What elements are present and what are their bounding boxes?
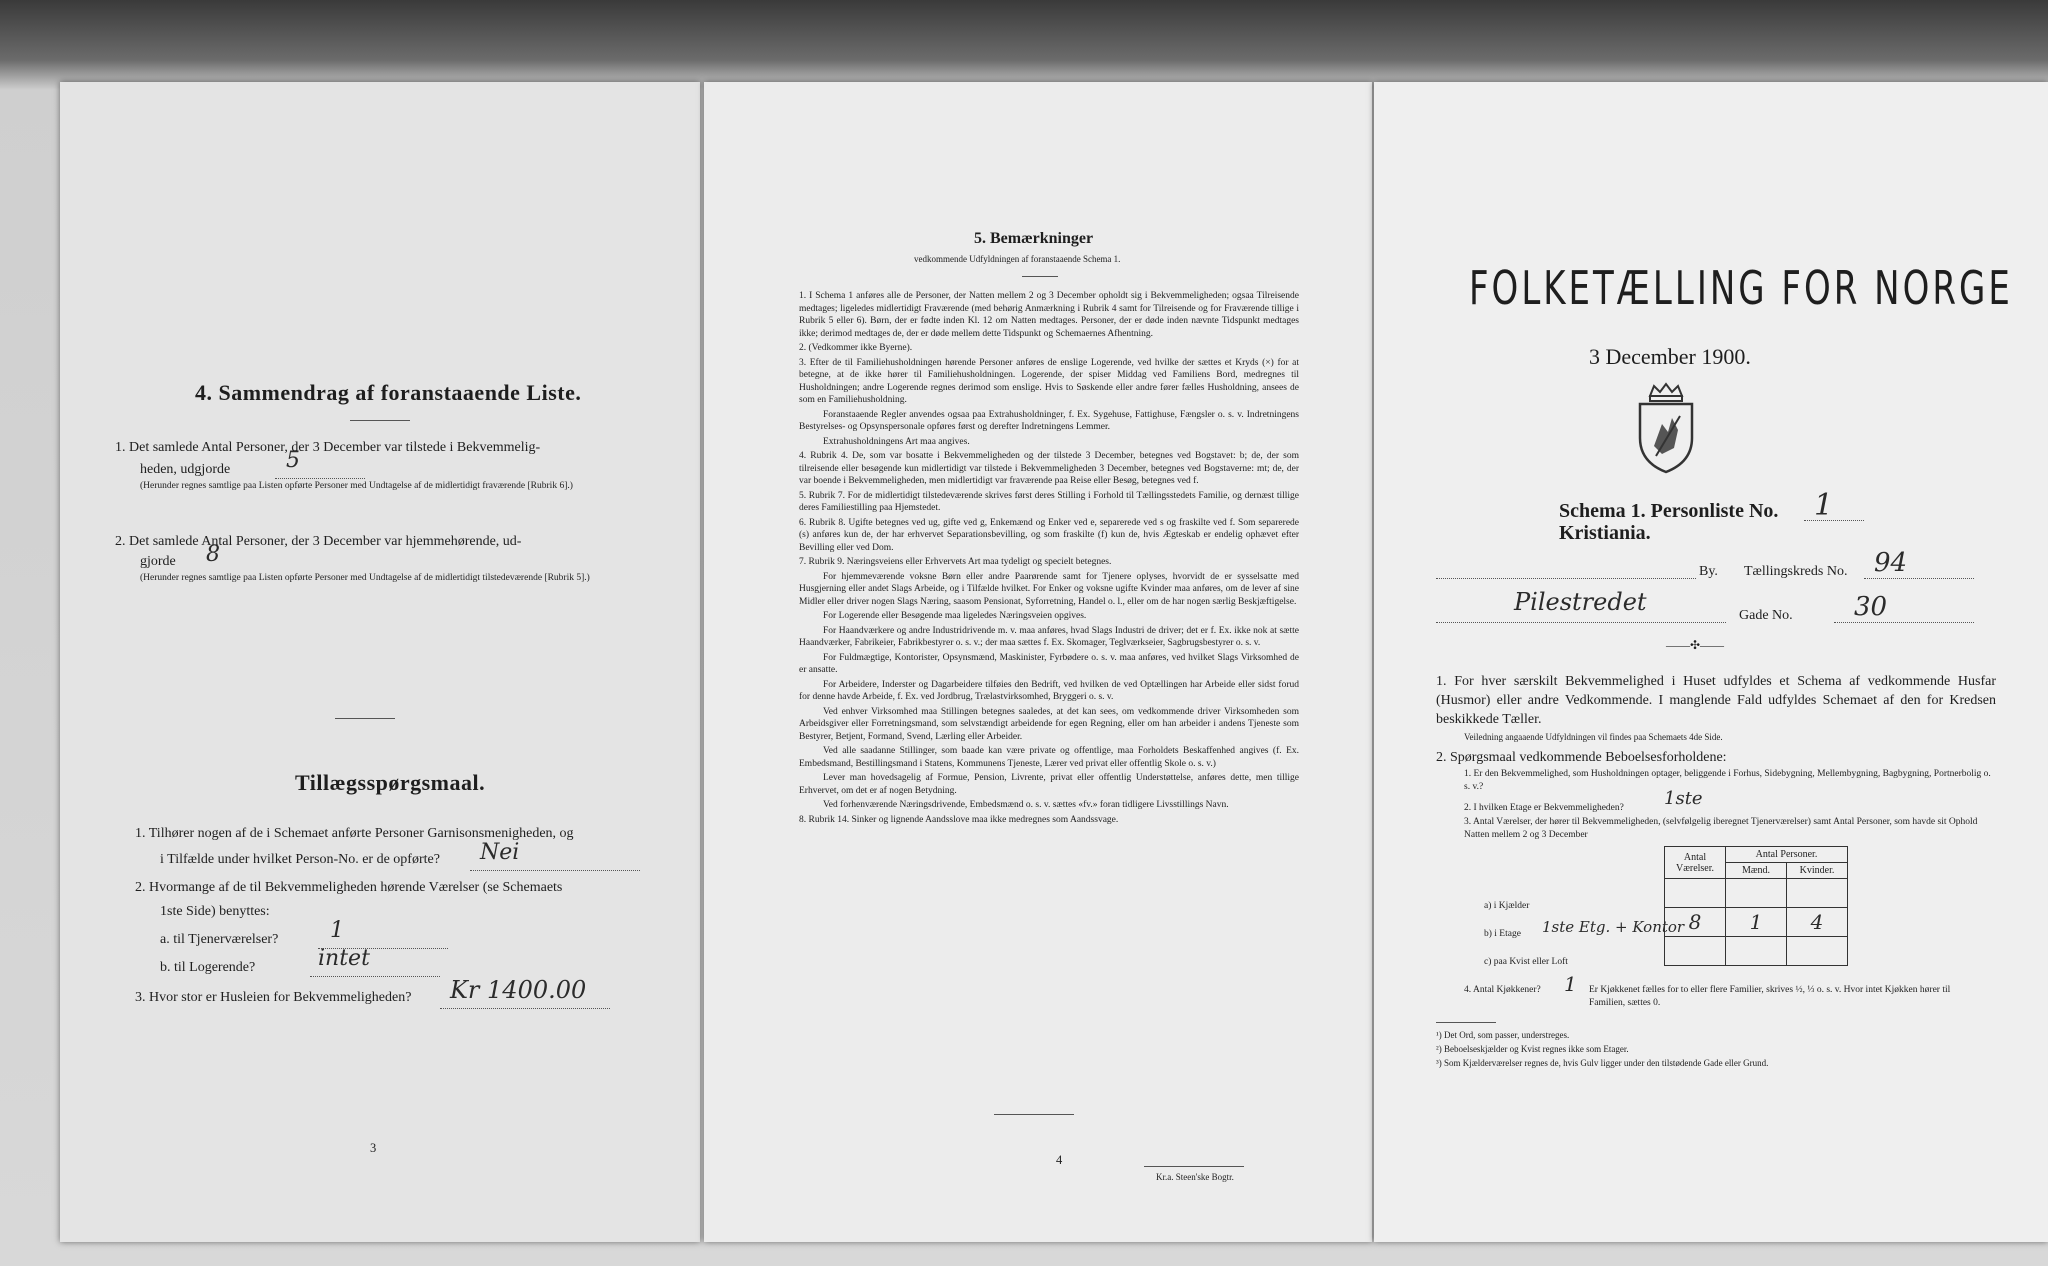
instruction-1: 1. For hver særskilt Bekvemmelighed i Huset udfyldes et Schema af vedkommende Husfar (Husmor) eller andre Vedkommende. I manglende Fald udfyldes Schemaet af den for Kredsen beskikkede Tæller. [1436,674,1996,727]
census-title: FOLKETÆLLING FOR NORGE [1469,262,2013,316]
section4-title: 4. Sammendrag af foranstaaende Liste. [195,380,582,405]
col-rooms: Antal Værelser. [1665,847,1726,879]
remark-item: Extrahusholdningens Art maa angives. [823,436,970,447]
extra-questions-title: Tillægsspørgsmaal. [295,770,486,795]
footnote-2: ²) Beboelseskjælder og Kvist regnes ikke som Etager. [1436,1044,1629,1054]
remark-item: 1. I Schema 1 anføres alle de Personer, der Natten mellem 2 og 3 December opholdt sig i Bekvemmeligheden; ogsaa Tilreisende medtages; ligeledes midlertidigt Fraværende (med behørig Anmærkning i Rubrik 4 samt for Tilreisende og for Fraværende tillige i Rubrik 5 eller 6). Børn, der er fødte inden Kl. 12 om Natten medtages. Personer, der er døde inden nævnte Tidspunkt medtages ikke; derimod medtages de, der er døde mellem dette Tidspunkt og Schemaernes Afhentning. [799,291,1299,339]
q2a-label: a. til Tjenerværelser? [160,932,279,947]
q2a-answer: 1 [330,918,344,943]
remark-item: Ved forhenværende Næringsdrivende, Embedsmænd o. s. v. sættes «fv.» foran tidligere Livsstillings Navn. [823,800,1229,810]
question-4-answer: 1 [1564,972,1577,996]
kreds-label: Tællingskreds No. [1744,564,1848,579]
page-number: 4 [1056,1153,1063,1167]
page-4 [704,82,1372,1242]
census-date: 3 December 1900. [1589,344,1751,369]
page-3 [60,82,700,1242]
city-name: Kristiania. [1559,522,1651,544]
remark-item: Foranstaaende Regler anvendes ogsaa paa Extrahusholdninger, f. Ex. Sygehuse, Fattighuse, Fængsler o. s. v. Indretningens Bestyrelses- og Opsynspersonale opføres først og derefter Indretningens Lemmer. [799,409,1299,432]
remark-item: For Logerende eller Besøgende maa ligeledes Næringsveien opgives. [823,611,1087,621]
question-4: 4. Antal Kjøkkener? [1464,985,1541,995]
col-women: Kvinder. [1787,863,1848,879]
question-3: 3. Antal Værelser, der hører til Bekvemmeligheden, (selvfølgelig iberegnet Tjenerværelser) samt Antal Personer, som havde sit Ophold Natten mellem 2 og 3 December [1464,817,1978,840]
remark-item: For Arbeidere, Inderster og Dagarbeidere tilføies den Bedrift, ved hvilken de ved Optællingen har Arbeide eller sidst forud for denne havde Arbeide, f. Ex. ved Jordbrug, Trælastvirksomhed, Bryggeri o. s. v. [799,679,1299,702]
item2-line2: gjorde [140,554,176,569]
ornament-divider: ——✣—— [1666,638,1725,652]
item2-text: 2. Det samlede Antal Personer, der 3 December var hjemmehørende, ud- [115,534,522,549]
question-1: 1. Er den Bekvemmelighed, som Husholdningen optager, beliggende i Forhus, Sidebygning, Mellembygning, Bagbygning, Portnerbolig o. s. v.? [1464,769,1991,792]
kreds-number: 94 [1874,548,1908,578]
footnote-1: ¹) Det Ord, som passer, understreges. [1436,1030,1570,1040]
page-number: 3 [370,1141,377,1155]
printer-mark: Kr.a. Steen'ske Bogtr. [1156,1172,1234,1182]
remark-item: 3. Efter de til Familiehusholdningen hørende Personer anføres de enslige Logerende, ved hvilke der sættes et Kryds (×) for at betegne, at de ikke hører til Familiehusholdningen. Logerende, der spiser Middag ved Familiens Bord, medregnes til Husholdningen; andre Logerende regnes derimod som enslige. Hvis to Søskende eller andre fører fælles Husholdning, ansees de som en Familiehusholdning. [799,357,1299,405]
remarks-title: 5. Bemærkninger [974,230,1094,247]
item1-line2: heden, udgjorde [140,462,231,477]
by-label: By. [1699,564,1718,579]
question-4-rest: Er Kjøkkenet fælles for to eller flere Familier, skrives ½, ⅓ o. s. v. Hvor intet Kjøkken hører til Familien, sættes 0. [1589,985,1951,1008]
gade-number: 30 [1854,592,1888,622]
question-2: 2. I hvilken Etage er Bekvemmeligheden? [1464,803,1624,813]
row-b-label: b) i Etage [1484,929,1521,939]
q1-line1: 1. Tilhører nogen af de i Schemaet anførte Personer Garnisonsmenigheden, og [135,826,574,841]
remark-item: For Fuldmægtige, Kontorister, Opsynsmænd, Maskinister, Fyrbødere o. s. v. maa anføres, ved hvilket Slags Virksomhed de er ansatte. [799,652,1299,675]
remark-item: 4. Rubrik 4. De, som var bosatte i Bekvemmeligheden og der tilstede 3 December, betegnes ved Bogstavet: b; de, der som tilreisende eller besøgende kun midlertidigt var tilstede i Bekvemmeligheden 3 December, betegnes ved Bogstaverne: mt; de, der var boende i Bekvemmeligheden, men midlertidigt var fraværende paa Reise eller Besøg, betegnes ved f. [799,451,1299,486]
remark-item: 5. Rubrik 7. For de midlertidigt tilstedeværende skrives først deres Stilling i Forhold til Tællingsstedets Familie, og dernæst tillige deres Familiestilling paa Hjemstedet. [799,490,1299,513]
women-value: 4 [1787,908,1848,937]
item1-text: 1. Det samlede Antal Personer, der 3 December var tilstede i Bekvemmelig- [115,440,541,455]
q1-line2: i Tilfælde under hvilket Person-No. er de opførte? [160,852,440,867]
question-2-answer: 1ste [1664,788,1703,809]
rooms-table [1664,846,1848,966]
instruction-1-note: Veiledning angaaende Udfyldningen vil findes paa Schemaets 4de Side. [1464,732,1723,742]
remark-item: 8. Rubrik 14. Sinker og lignende Aandsslove maa ikke medregnes som Aandssvage. [799,814,1119,825]
remark-item: Ved alle saadanne Stillinger, som baade kan være private og offentlige, maa Forholdets Beskaffenhed angives (f. Ex. Embedsmand, Bestillingsmand i Statens, Kommunens Tjeneste, Lærer ved privat eller offentlig Skole o. s. v.) [799,746,1299,769]
rooms-value: 8 [1665,908,1726,937]
schema-label: Schema 1. Personliste No. [1559,500,1779,522]
remarks-list [799,290,1299,828]
item1-note: (Herunder regnes samtlige paa Listen opførte Personer med Undtagelse af de midlertidigt fraværende [Rubrik 6].) [140,481,573,491]
remark-item: 6. Rubrik 8. Ugifte betegnes ved ug, gifte ved g, Enkemænd og Enker ved e, separerede ved s og fraskilte ved f. Som separerede (s) anføres kun de, der har erhvervet Separationsbevilling, og som fraskilte (f) kun de, hvis Ægteskab er endelig ophævet efter Bevilling eller ved Dom. [799,517,1299,553]
schema-number: 1 [1814,488,1834,523]
q2b-label: b. til Logerende? [160,960,256,975]
q2-line2: 1ste Side) benyttes: [160,904,270,919]
coat-of-arms-icon [1632,382,1700,474]
row-c-label: c) paa Kvist eller Loft [1484,957,1568,967]
row-b-handwritten: 1ste Etg. + Kontor [1542,918,1685,936]
footnote-3: ³) Som Kjælderværelser regnes de, hvis Gulv ligger under den tilstødende Gade eller Grund. [1436,1058,1769,1068]
q3-label: 3. Hvor stor er Husleien for Bekvemmeligheden? [135,990,412,1005]
gade-label: Gade No. [1739,608,1793,623]
remark-item: For Haandværkere og andre Industridrivende m. v. maa anføres, hvad Slags Industri de driver; det er f. Ex. ikke nok at sætte Haandværker, Fabrikeier, Fabrikbestyrer o. s. v.; der maa sættes f. Ex. Skomager, Teglværkseier, Sagbrugsbestyrer o. s. v. [799,625,1299,648]
remark-item: For hjemmeværende voksne Børn eller andre Paarørende samt for Tjenere oplyses, hvorvidt de er sysselsatte med Husgjerning eller andet Slags Arbeide, og i Tilfælde hvilket. For Enker og voksne ugifte Kvinder maa anføres, om de lever af sine Midler eller driver nogen Slags Næring, saasom Pensionat, Syforretning, Handel o. l., eller om de har nogen særlig Beskjæftigelse. [799,571,1299,607]
remarks-subtitle: vedkommende Udfyldningen af foranstaaende Schema 1. [914,254,1121,264]
q2b-answer: intet [318,946,370,971]
q2-line1: 2. Hvormange af de til Bekvemmeligheden hørende Værelser (se Schemaets [135,880,563,895]
col-men: Mænd. [1726,863,1787,879]
item1-value: 5 [286,448,300,473]
q1-answer: Nei [480,840,520,865]
street-name: Pilestredet [1514,588,1647,616]
row-a-label: a) i Kjælder [1484,901,1530,911]
remark-item: 7. Rubrik 9. Næringsveiens eller Erhvervets Art maa tydeligt og specielt betegnes. [799,557,1112,567]
men-value: 1 [1726,908,1787,937]
page-1 [1374,82,2048,1242]
remark-item: Ved enhver Virksomhed maa Stillingen betegnes saaledes, at det kan sees, om vedkommende driver Virksomheden som Arbeidsgiver eller Forretningsmand, som selvstændigt arbeidende for egen Regning, eller om han arbeider i andens Tjeneste som Bestyrer, Betjent, Formand, Svend, Lærling eller Arbeider. [799,706,1299,742]
instruction-2: 2. Spørgsmaal vedkommende Beboelsesforholdene: [1436,750,1727,765]
q3-answer: Kr 1400.00 [450,976,587,1004]
remark-item: Lever man hovedsagelig af Formue, Pension, Livrente, privat eller offentlig Understøttelse, anføres dette, men tillige Erhvervet, om det er af nogen Betydning. [799,773,1299,796]
item2-value: 8 [206,542,220,567]
remark-item: 2. (Vedkommer ikke Byerne). [799,343,913,353]
col-persons: Antal Personer. [1726,847,1848,863]
item2-note: (Herunder regnes samtlige paa Listen opførte Personer med Undtagelse af de midlertidigt tilstedeværende [Rubrik 5].) [140,573,590,583]
